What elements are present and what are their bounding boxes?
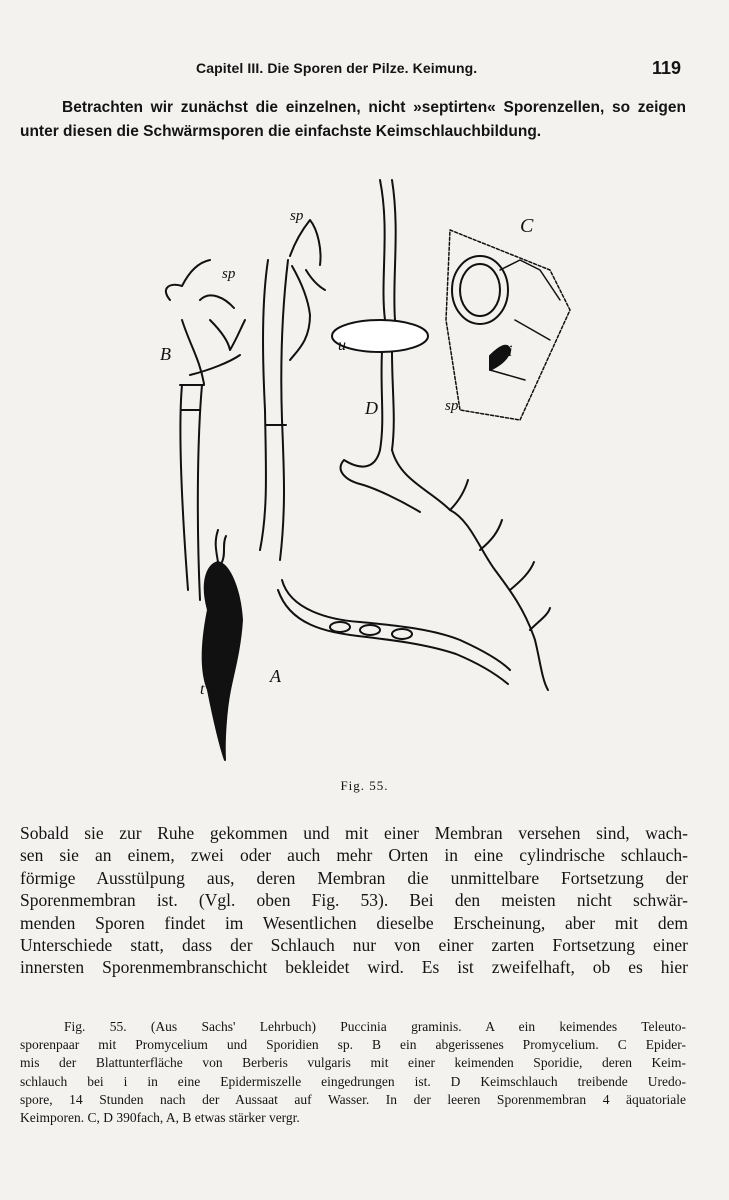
body-line: Sobald sie zur Ruhe gekommen und mit einer Membran versehen sind, wach-	[20, 823, 688, 843]
legend-line: Fig. 55. (Aus Sachs' Lehrbuch) Puccinia graminis. A ein keimendes Teleuto-	[64, 1019, 686, 1034]
legend-line: spore, 14 Stunden nach der Aussaat auf Wasser. In der leeren Sporenmembran 4 äquatoriale	[20, 1091, 686, 1107]
label-sp-b: sp	[222, 266, 236, 282]
body-line: menden Sporen findet im Wesentlichen dieselbe Erscheinung, aber mit dem	[20, 912, 688, 933]
body-line: Sporenmembran ist. (Vgl. oben Fig. 53). Bei den meisten nicht schwär-	[20, 890, 688, 911]
body-line: Unterschiede statt, dass der Schlauch nur von einer zarten Fortsetzung einer	[20, 935, 688, 956]
label-c: C	[520, 215, 534, 237]
running-header	[0, 58, 729, 82]
d-germ-tube	[341, 450, 548, 690]
label-i: i	[508, 343, 513, 360]
label-sp-c: sp	[445, 398, 459, 414]
legend-line: sporenpaar mit Promycelium und Sporidien sp. B ein abgerissenes Promycelium. C Epider-	[20, 1037, 686, 1053]
c-epidermis	[446, 230, 570, 420]
body-line: förmige Ausstülpung aus, deren Membran die unmittelbare Fortsetzung der	[20, 867, 688, 888]
a-promycelium-outline	[260, 260, 288, 560]
body-paragraph	[20, 822, 688, 979]
label-sp-a: sp	[290, 208, 304, 224]
teleutospore	[203, 562, 242, 760]
b-promycelium-outline	[180, 385, 202, 600]
uredospore	[332, 320, 428, 352]
label-b: B	[160, 344, 171, 364]
figure-caption: Fig. 55.	[340, 778, 389, 793]
legend-line: Keimporen. C, D 390fach, A, B etwas stärker vergr.	[20, 1110, 300, 1126]
label-u: u	[338, 337, 346, 354]
figure-legend	[20, 1018, 686, 1127]
figure-illustration	[130, 170, 600, 770]
legend-line: schlauch bei i in eine Epidermiszelle eingedrungen ist. D Keimschlauch treibende Uredo-	[20, 1073, 686, 1089]
figure-55	[130, 170, 600, 770]
page-number: 119	[651, 58, 681, 78]
label-t: t	[200, 681, 205, 698]
body-line: sen sie an einem, zwei oder auch mehr Orten in eine cylindrische schlauch-	[20, 845, 688, 866]
intro-paragraph: Betrachten wir zunächst die einzelnen, nicht »septirten« Sporenzellen, so zeigen unter diesen die Schwärmsporen die einfachste Keimschlauchbildung.	[20, 99, 686, 140]
body-line: innersten Sporenmembranschicht bekleidet wird. Es ist zweifelhaft, ob es hier	[20, 957, 688, 978]
running-title: Capitel III. Die Sporen der Pilze. Keimung.	[196, 60, 478, 76]
label-a: A	[270, 666, 281, 686]
label-d: D	[365, 398, 378, 418]
legend-line: mis der Blattunterfläche von Berberis vulgaris mit einer keimenden Sporidie, deren Keim-	[20, 1055, 686, 1071]
